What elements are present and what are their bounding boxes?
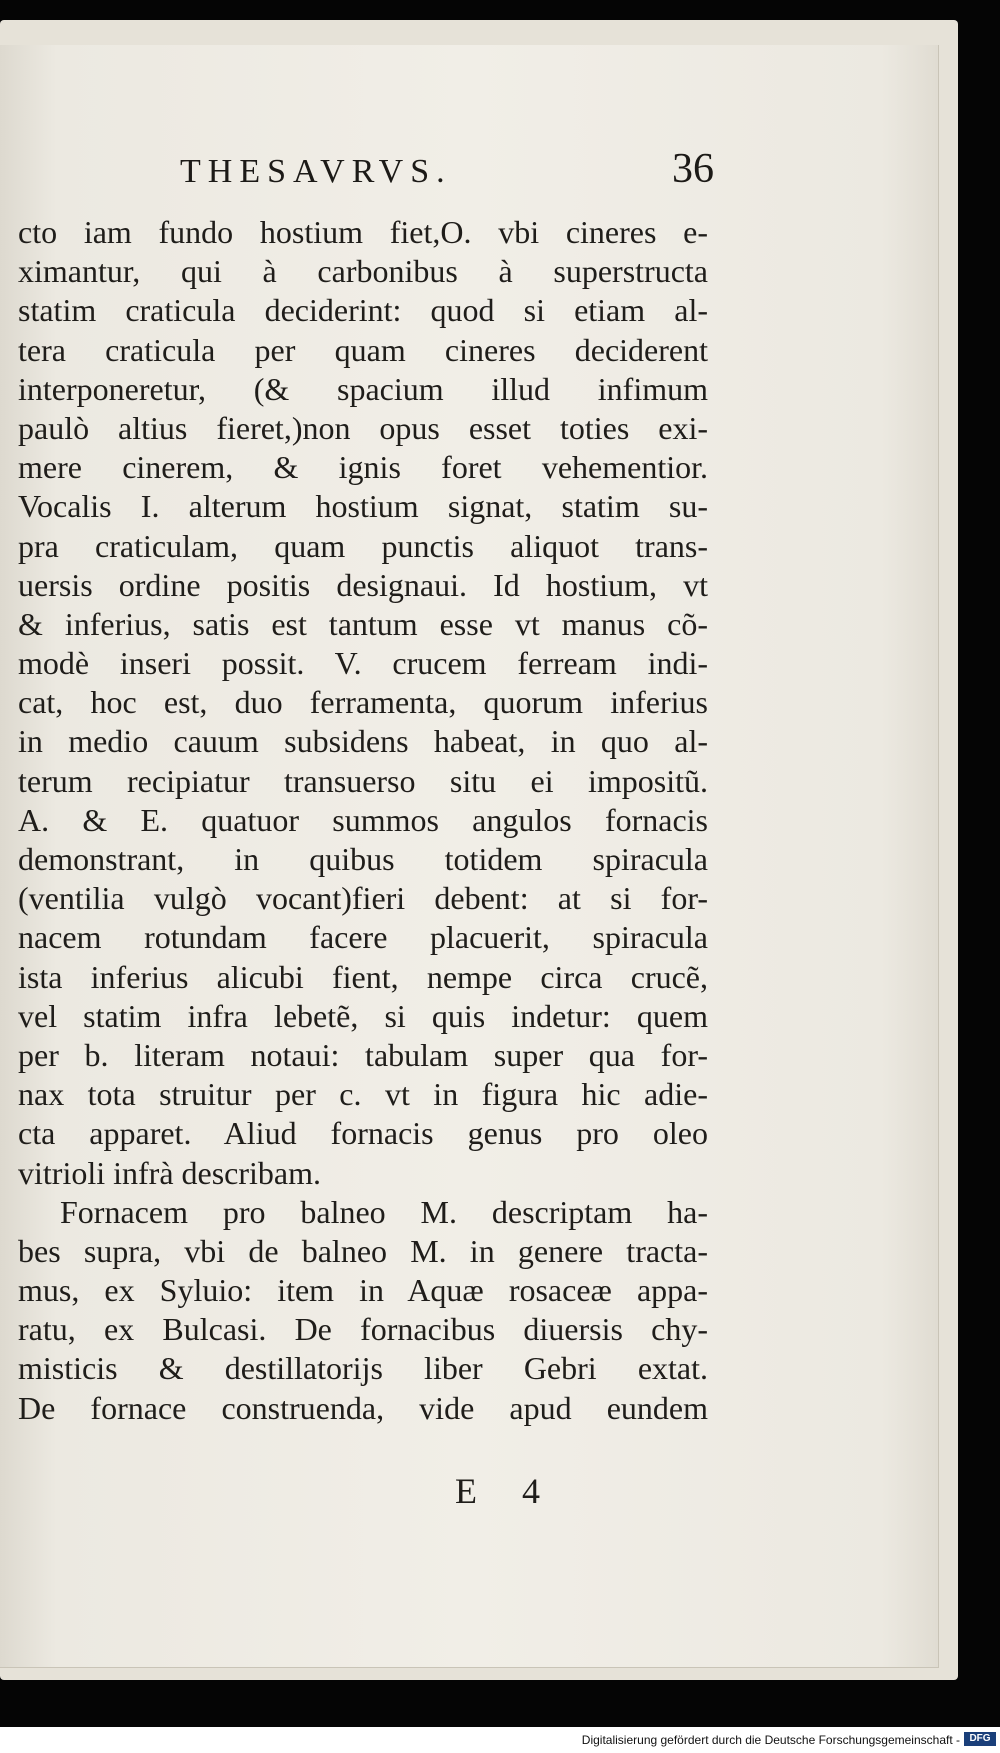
text-line: ista inferius alicubi fient, nempe circa crucẽ,	[18, 958, 708, 995]
text-line: & inferius, satis est tantum esse vt manus cõ-	[18, 605, 708, 642]
book-page	[0, 45, 939, 1668]
text-line: mus, ex Syluio: item in Aquæ rosaceæ appa-	[18, 1272, 708, 1309]
footer-credit: Digitalisierung gefördert durch die Deutsche Forschungsgemeinschaft -	[581, 1733, 960, 1747]
text-line: statim craticula deciderint: quod si etiam al-	[18, 292, 708, 329]
text-line: vel statim infra lebetẽ, si quis indetur: quem	[18, 997, 708, 1034]
page-scan	[0, 20, 958, 1680]
text-line: bes supra, vbi de balneo M. in genere tracta-	[18, 1232, 708, 1269]
text-line: cat, hoc est, duo ferramenta, quorum inferius	[18, 684, 708, 721]
text-line: tera craticula per quam cineres deciderent	[18, 331, 708, 368]
text-line: ximantur, qui à carbonibus à superstructa	[18, 253, 708, 290]
signature-mark: E 4	[455, 1471, 558, 1511]
running-head: THESAVRVS.	[180, 153, 452, 190]
digitization-footer	[0, 1727, 1000, 1753]
text-line: terum recipiatur transuerso situ ei impositũ.	[18, 762, 708, 799]
text-line: pra craticulam, quam punctis aliquot trans-	[18, 527, 708, 564]
text-line: ratu, ex Bulcasi. De fornacibus diuersis chy-	[18, 1311, 708, 1348]
text-line: (ventilia vulgò vocant)fieri debent: at si for-	[18, 880, 708, 917]
text-line: Vocalis I. alterum hostium signat, statim su-	[18, 488, 708, 525]
text-line: uersis ordine positis designaui. Id hostium, vt	[18, 566, 708, 603]
text-line-paragraph-start: Fornacem pro balneo M. descriptam ha-	[60, 1193, 708, 1230]
text-line: mere cinerem, & ignis foret vehementior.	[18, 449, 708, 486]
text-line: nax tota struitur per c. vt in figura hic adie-	[18, 1076, 708, 1113]
text-line: modè inseri possit. V. crucem ferream indi-	[18, 645, 708, 682]
text-line: De fornace construenda, vide apud eundem	[18, 1389, 708, 1426]
text-line: nacem rotundam facere placuerit, spiracula	[18, 919, 708, 956]
text-line: in medio cauum subsidens habeat, in quo al-	[18, 723, 708, 760]
text-line: vitrioli infrà describam.	[18, 1154, 322, 1191]
text-line: demonstrant, in quibus totidem spiracula	[18, 841, 708, 877]
body-text	[18, 213, 708, 1428]
text-line: per b. literam notaui: tabulam super qua for-	[18, 1036, 708, 1073]
text-line: paulò altius fieret,)non opus esset toties exi-	[18, 409, 708, 446]
dfg-logo-icon: DFG	[964, 1732, 996, 1746]
text-line: cto iam fundo hostium fiet,O. vbi cineres e-	[18, 214, 708, 250]
text-line: cta apparet. Aliud fornacis genus pro oleo	[18, 1115, 708, 1152]
text-line: interponeretur, (& spacium illud infimum	[18, 370, 708, 407]
text-line: misticis & destillatorijs liber Gebri extat.	[18, 1350, 708, 1387]
page-number: 36	[672, 146, 714, 192]
text-line: A. & E. quatuor summos angulos fornacis	[18, 801, 708, 838]
